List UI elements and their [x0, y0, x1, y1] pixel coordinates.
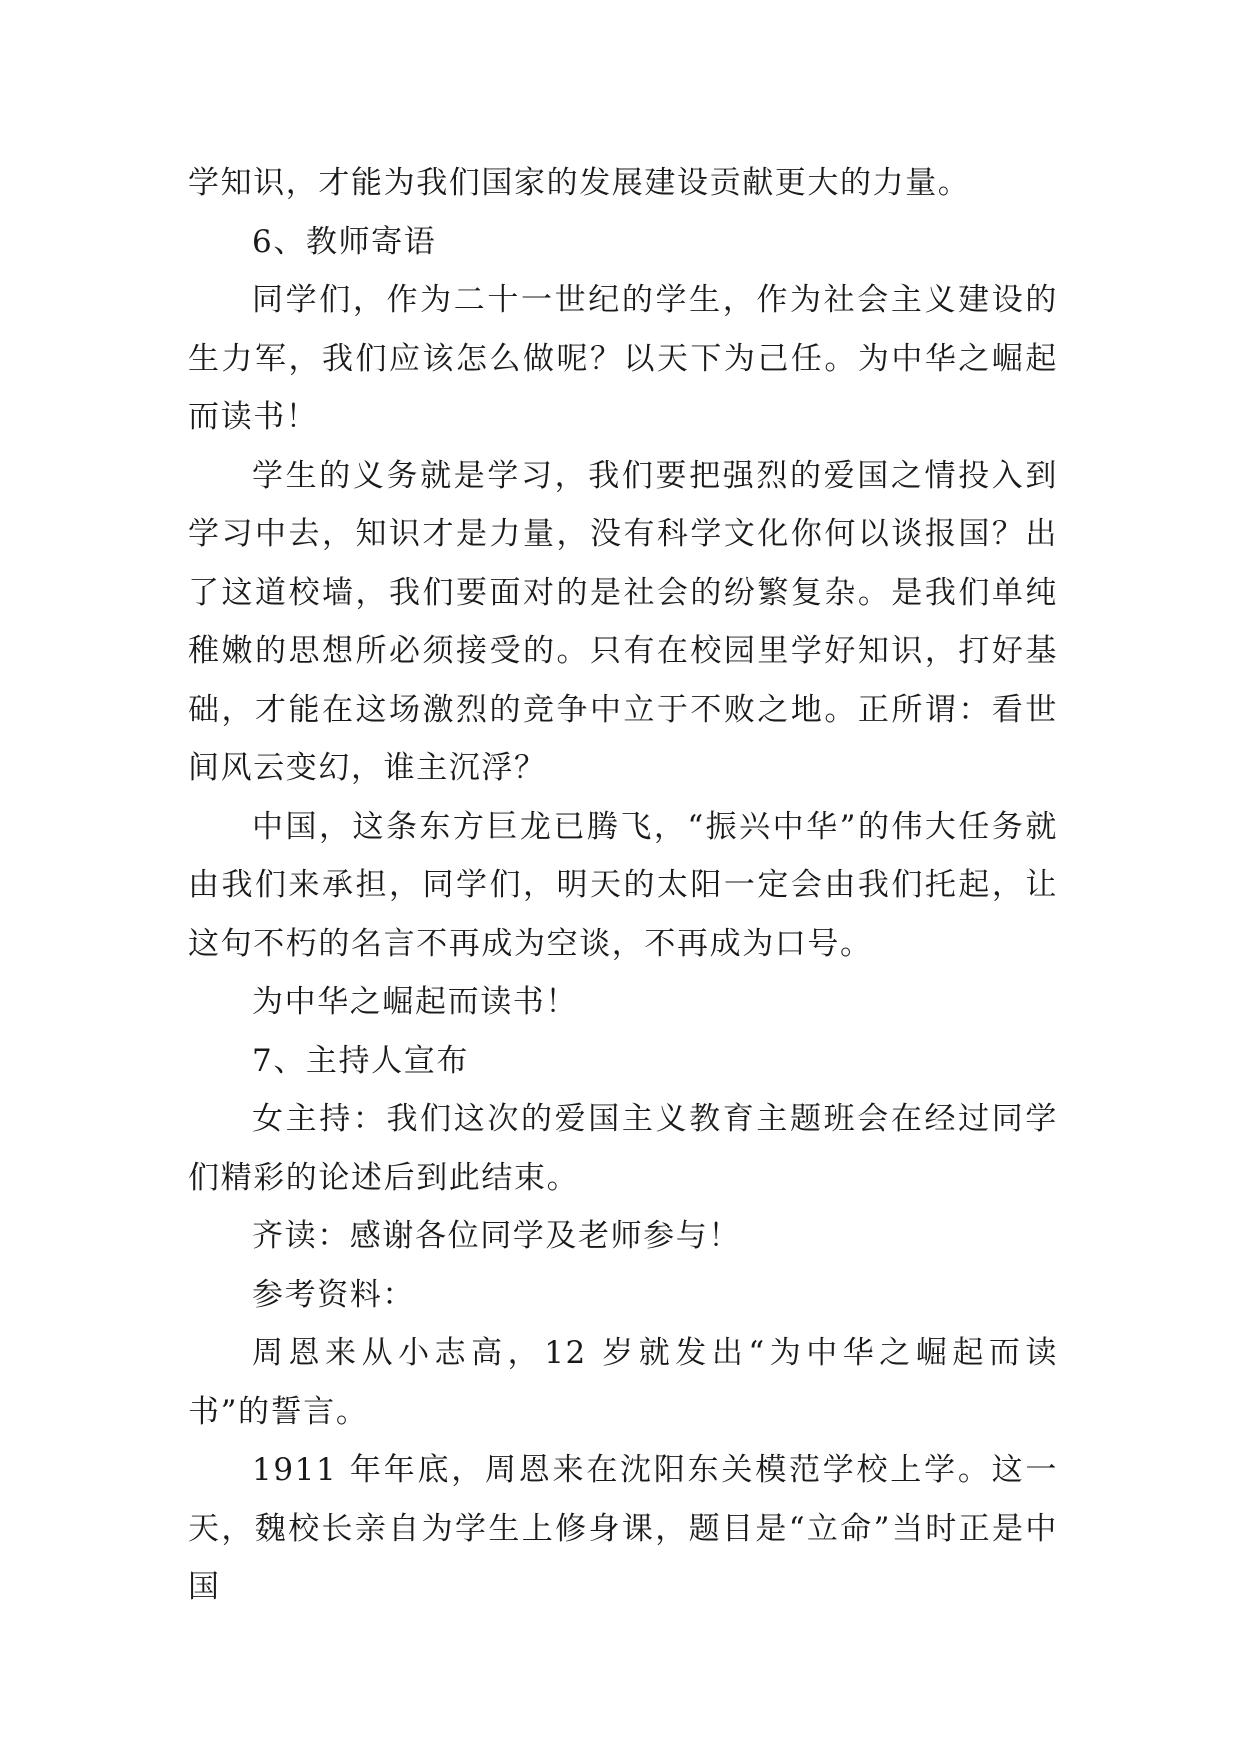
paragraph: 学生的义务就是学习，我们要把强烈的爱国之情投入到学习中去，知识才是力量，没有科学文化你何以谈报国？出了这道校墙，我们要面对的是社会的纷繁复杂。是我们单纯稚嫩的思想所必须接受的。只有在校园里学好知识，打好基础，才能在这场激烈的竞争中立于不败之地。正所谓：看世间风云变幻，谁主沉浮？ — [188, 457, 1058, 786]
section-heading-teacher-message: 6、教师寄语 — [252, 223, 437, 260]
paragraph: 中国，这条东方巨龙已腾飞，“振兴中华”的伟大任务就由我们来承担，同学们，明天的太阳一定会由我们托起，让这句不朽的名言不再成为空谈，不再成为口号。 — [188, 808, 1058, 962]
paragraph-slogan: 为中华之崛起而读书！ — [252, 984, 578, 1020]
paragraph: 同学们，作为二十一世纪的学生，作为社会主义建设的生力军，我们应该怎么做呢？以天下为己任。为中华之崛起而读书！ — [188, 282, 1058, 435]
paragraph-continuation: 学知识，才能为我们国家的发展建设贡献更大的力量。 — [188, 165, 971, 201]
paragraph: 1911 年年底，周恩来在沈阳东关模范学校上学。这一天，魏校长亲自为学生上修身课，题目是“立命”当时正是中国 — [188, 1452, 1058, 1605]
document-body — [188, 154, 1058, 1617]
references-label: 参考资料： — [252, 1276, 415, 1313]
section-heading-host-announcement: 7、主持人宣布 — [252, 1042, 469, 1079]
paragraph: 周恩来从小志高，12 岁就发出“为中华之崛起而读书”的誓言。 — [188, 1335, 1058, 1430]
paragraph: 女主持：我们这次的爱国主义教育主题班会在经过同学们精彩的论述后到此结束。 — [188, 1101, 1058, 1196]
paragraph: 齐读：感谢各位同学及老师参与！ — [252, 1218, 741, 1254]
